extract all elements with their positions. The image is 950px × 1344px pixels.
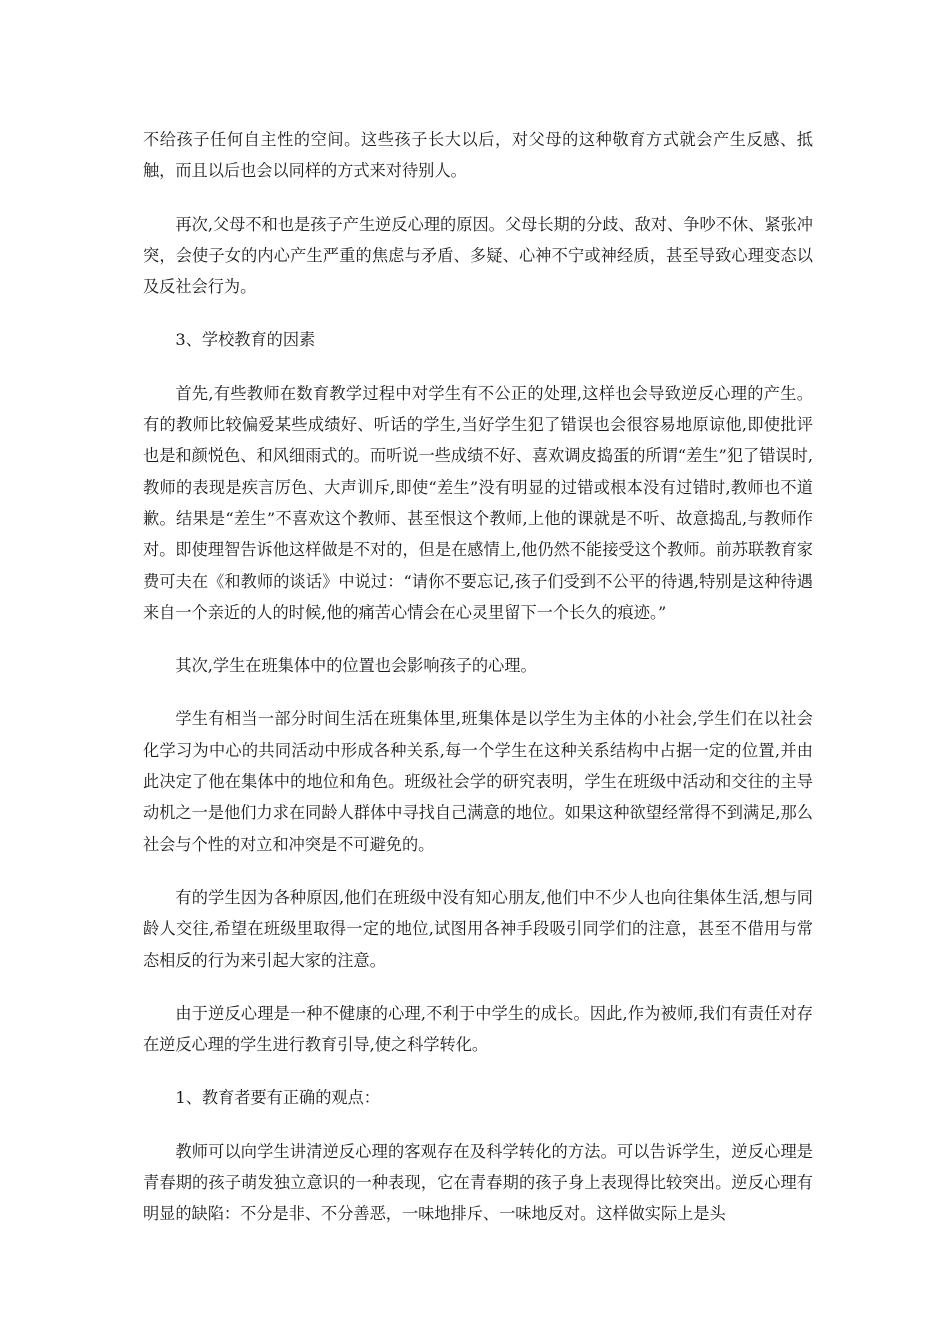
- paragraph-1: 不给孩子任何自主性的空间。这些孩子长大以后，对父母的这种敬育方式就会产生反感、抵触，而且以后也会以同样的方式来对待别人。: [143, 130, 813, 181]
- document-body: [143, 124, 813, 1252]
- paragraph-7: 由于逆反心理是一种不健康的心理,不利于中学生的成长。因此,作为被师,我们有责任对存在逆反心理的学生进行教育引导,使之科学转化。: [143, 1003, 813, 1055]
- paragraph-6: 有的学生因为各种原因,他们在班级中没有知心朋友,他们中不少人也向往集体生活,想与同龄人交往,希望在班级里取得一定的地位,试图用各神手段吸引同学们的注意，甚至不借用与常态相反的行为来引起大家的注意。: [143, 887, 813, 970]
- paragraph-4: 其次,学生在班集体中的位置也会影响孩子的心理。: [175, 656, 537, 676]
- section-heading-correct-view: 1、教育者要有正确的观点：: [175, 1088, 380, 1108]
- paragraph-3: 首先,有些教师在数育教学过程中对学生有不公正的处理,这样也会导致逆反心理的产生。有的教师比较偏爱某些成绩好、听话的学生,当好学生犯了错误也会很容易地原谅他,即使批评也是和颜悦色、和风细雨式的。而听说一些成绩不好、喜欢调皮捣蛋的所谓“差生”犯了错误时,教师的表现是疾言厉色、大声训斥,即使“差生”没有明显的过错或根本没有过错时,教师也不道歉。结果是“差生”不喜欢这个教师、甚至恨这个教师,上他的课就是不听、故意捣乱,与教师作对。即使理智告诉他这样做是不对的，但是在感情上,他仍然不能接受这个教师。前苏联教育家费可夫在《和教师的谈话》中说过：“请你不要忘记,孩子们受到不公平的待遇,特别是这种待遇来自一个亲近的人的时候,他的痛苦心情会在心灵里留下一个长久的痕迹。”: [143, 383, 813, 622]
- paragraph-5: 学生有相当一部分时间生活在班集体里,班集体是以学生为主体的小社会,学生们在以社会化学习为中心的共同活动中形成各种关系,每一个学生在这种关系结构中占据一定的位置,并由此决定了他在集体中的地位和角色。班级社会学的研究表明，学生在班级中活动和交往的主导动机之一是他们力求在同龄人群体中寻找自己满意的地位。如果这种欲望经常得不到满足,那么社会与个性的对立和冲突是不可避免的。: [143, 709, 813, 854]
- section-heading-school-education: 3、学校教育的因素: [175, 330, 316, 350]
- paragraph-8: 教师可以向学生讲清逆反心理的客观存在及科学转化的方法。可以告诉学生，逆反心理是青春期的孩子萌发独立意识的一种表现，它在青春期的孩子身上表现得比较突出。逆反心理有明显的缺陷：不分是非、不分善恶，一味地排斥、一味地反对。这样做实际上是头: [143, 1141, 813, 1224]
- paragraph-2: 再次,父母不和也是孩子产生逆反心理的原因。父母长期的分歧、敌对、争吵不休、紧张冲突，会使子女的内心产生严重的焦虑与矛盾、多疑、心神不宁或神经质，甚至导致心理变态以及反社会行为。: [143, 214, 813, 297]
